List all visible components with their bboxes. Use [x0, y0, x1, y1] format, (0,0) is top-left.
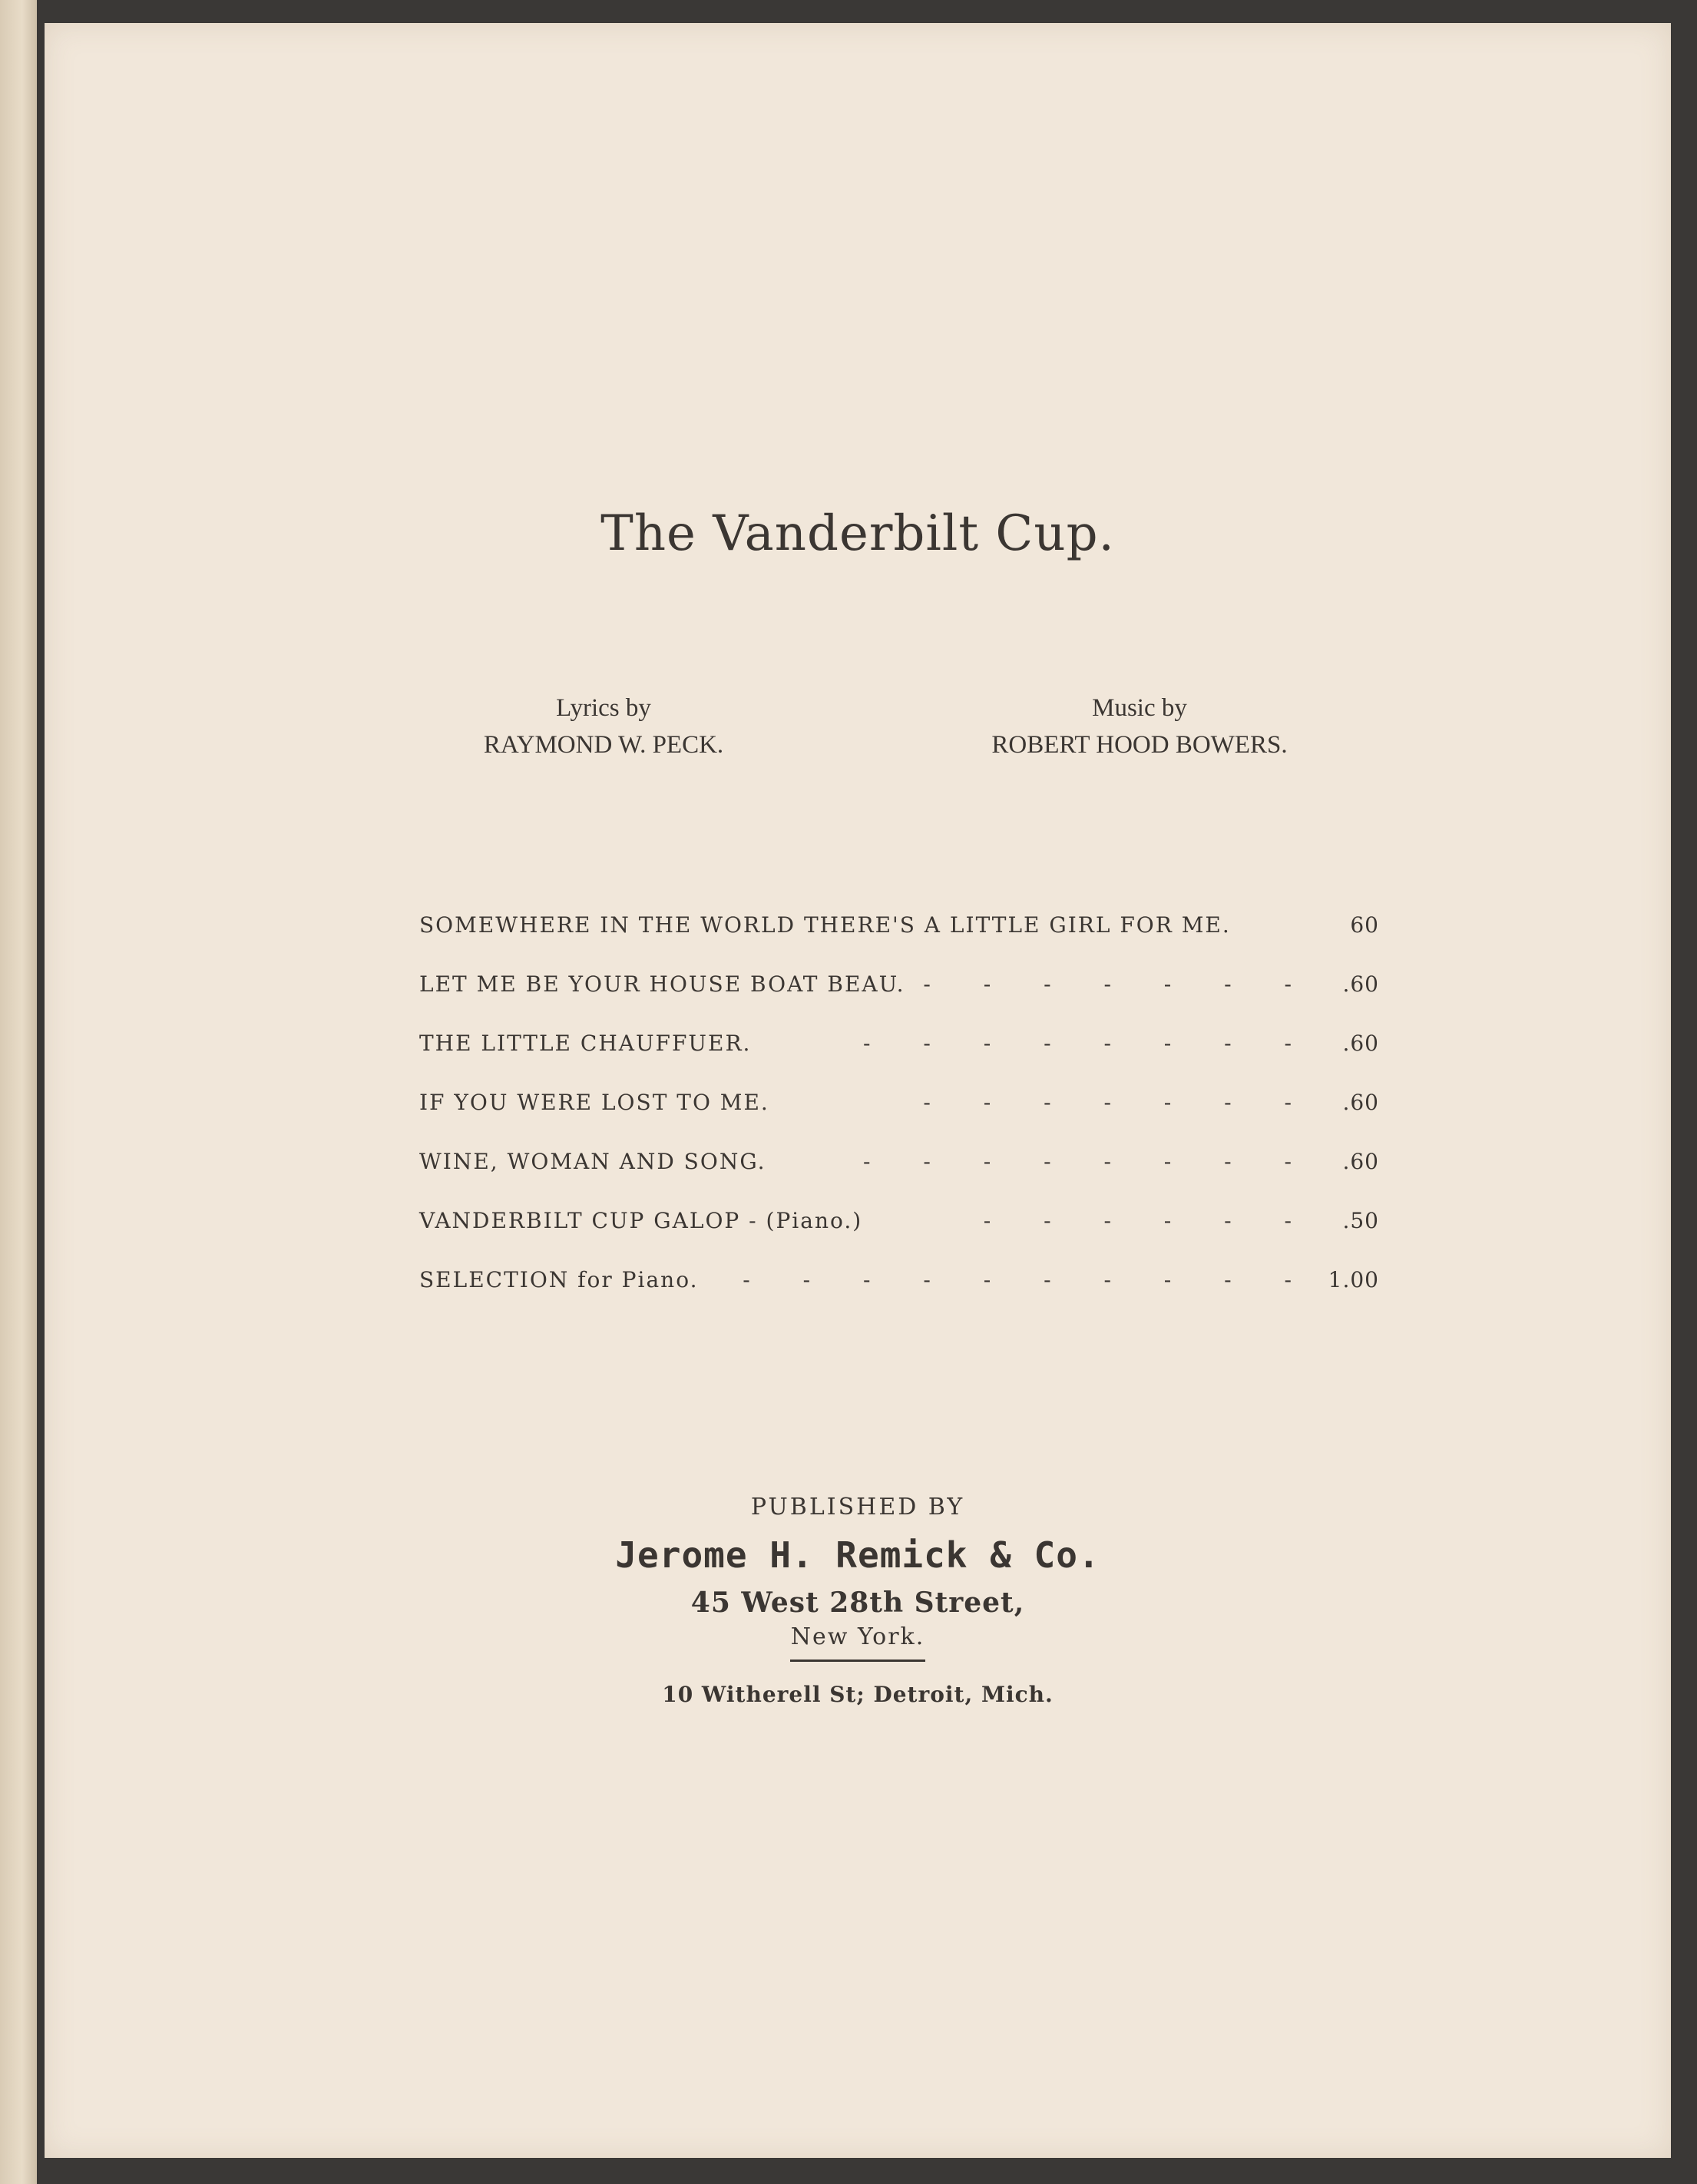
page-title: The Vanderbilt Cup.: [600, 505, 1115, 562]
song-price: .50: [1342, 1208, 1379, 1233]
composer-name: ROBERT HOOD BOWERS.: [991, 731, 1288, 759]
sheet-music-page: [45, 23, 1671, 2158]
publisher-name: Jerome H. Remick & Co.: [615, 1534, 1100, 1576]
music-credit: [925, 690, 1355, 763]
publisher-block: [45, 1494, 1671, 1707]
song-row: [419, 1090, 1379, 1149]
song-list: [419, 912, 1379, 1326]
song-row: [419, 912, 1379, 971]
song-title: THE LITTLE CHAUFFUER.: [419, 1031, 752, 1056]
song-price: .60: [1342, 1031, 1379, 1056]
song-price: .60: [1342, 1090, 1379, 1115]
song-row: [419, 1031, 1379, 1090]
music-label: Music by: [1092, 694, 1187, 722]
song-title: WINE, WOMAN AND SONG.: [419, 1149, 766, 1174]
lyrics-label: Lyrics by: [556, 694, 651, 722]
leader-dashes: - - - - - - - - - -: [743, 1267, 1315, 1292]
song-price: 1.00: [1328, 1267, 1379, 1292]
leader-dashes: - - - - - -: [983, 1208, 1315, 1233]
publisher-city: New York.: [790, 1623, 925, 1650]
lyrics-credit: [389, 690, 819, 763]
song-title: SELECTION for Piano.: [419, 1267, 699, 1292]
song-price: 60: [1350, 912, 1379, 938]
song-title: SOMEWHERE IN THE WORLD THERE'S A LITTLE GIRL FOR ME.: [419, 912, 1231, 938]
song-row: [419, 971, 1379, 1031]
previous-page-edge: [0, 0, 37, 2184]
song-row: [419, 1267, 1379, 1326]
song-title: VANDERBILT CUP GALOP - (Piano.): [419, 1208, 863, 1233]
song-title: IF YOU WERE LOST TO ME.: [419, 1090, 769, 1115]
song-row: [419, 1149, 1379, 1208]
song-price: .60: [1342, 1149, 1379, 1174]
divider-rule: [790, 1660, 925, 1662]
leader-dashes: - - - - - - - -: [863, 1149, 1315, 1174]
publisher-branch-address: 10 Witherell St; Detroit, Mich.: [662, 1682, 1054, 1707]
leader-dashes: - - - - - - - -: [863, 1031, 1315, 1056]
lyricist-name: RAYMOND W. PECK.: [483, 731, 724, 759]
publisher-street: 45 West 28th Street,: [690, 1587, 1025, 1619]
leader-dashes: - - - - - - -: [923, 1090, 1315, 1115]
leader-dashes: - - - - - - -: [923, 971, 1315, 997]
published-by-label: PUBLISHED BY: [750, 1494, 965, 1521]
song-row: [419, 1208, 1379, 1267]
song-title: LET ME BE YOUR HOUSE BOAT BEAU.: [419, 971, 905, 997]
song-price: .60: [1342, 971, 1379, 997]
